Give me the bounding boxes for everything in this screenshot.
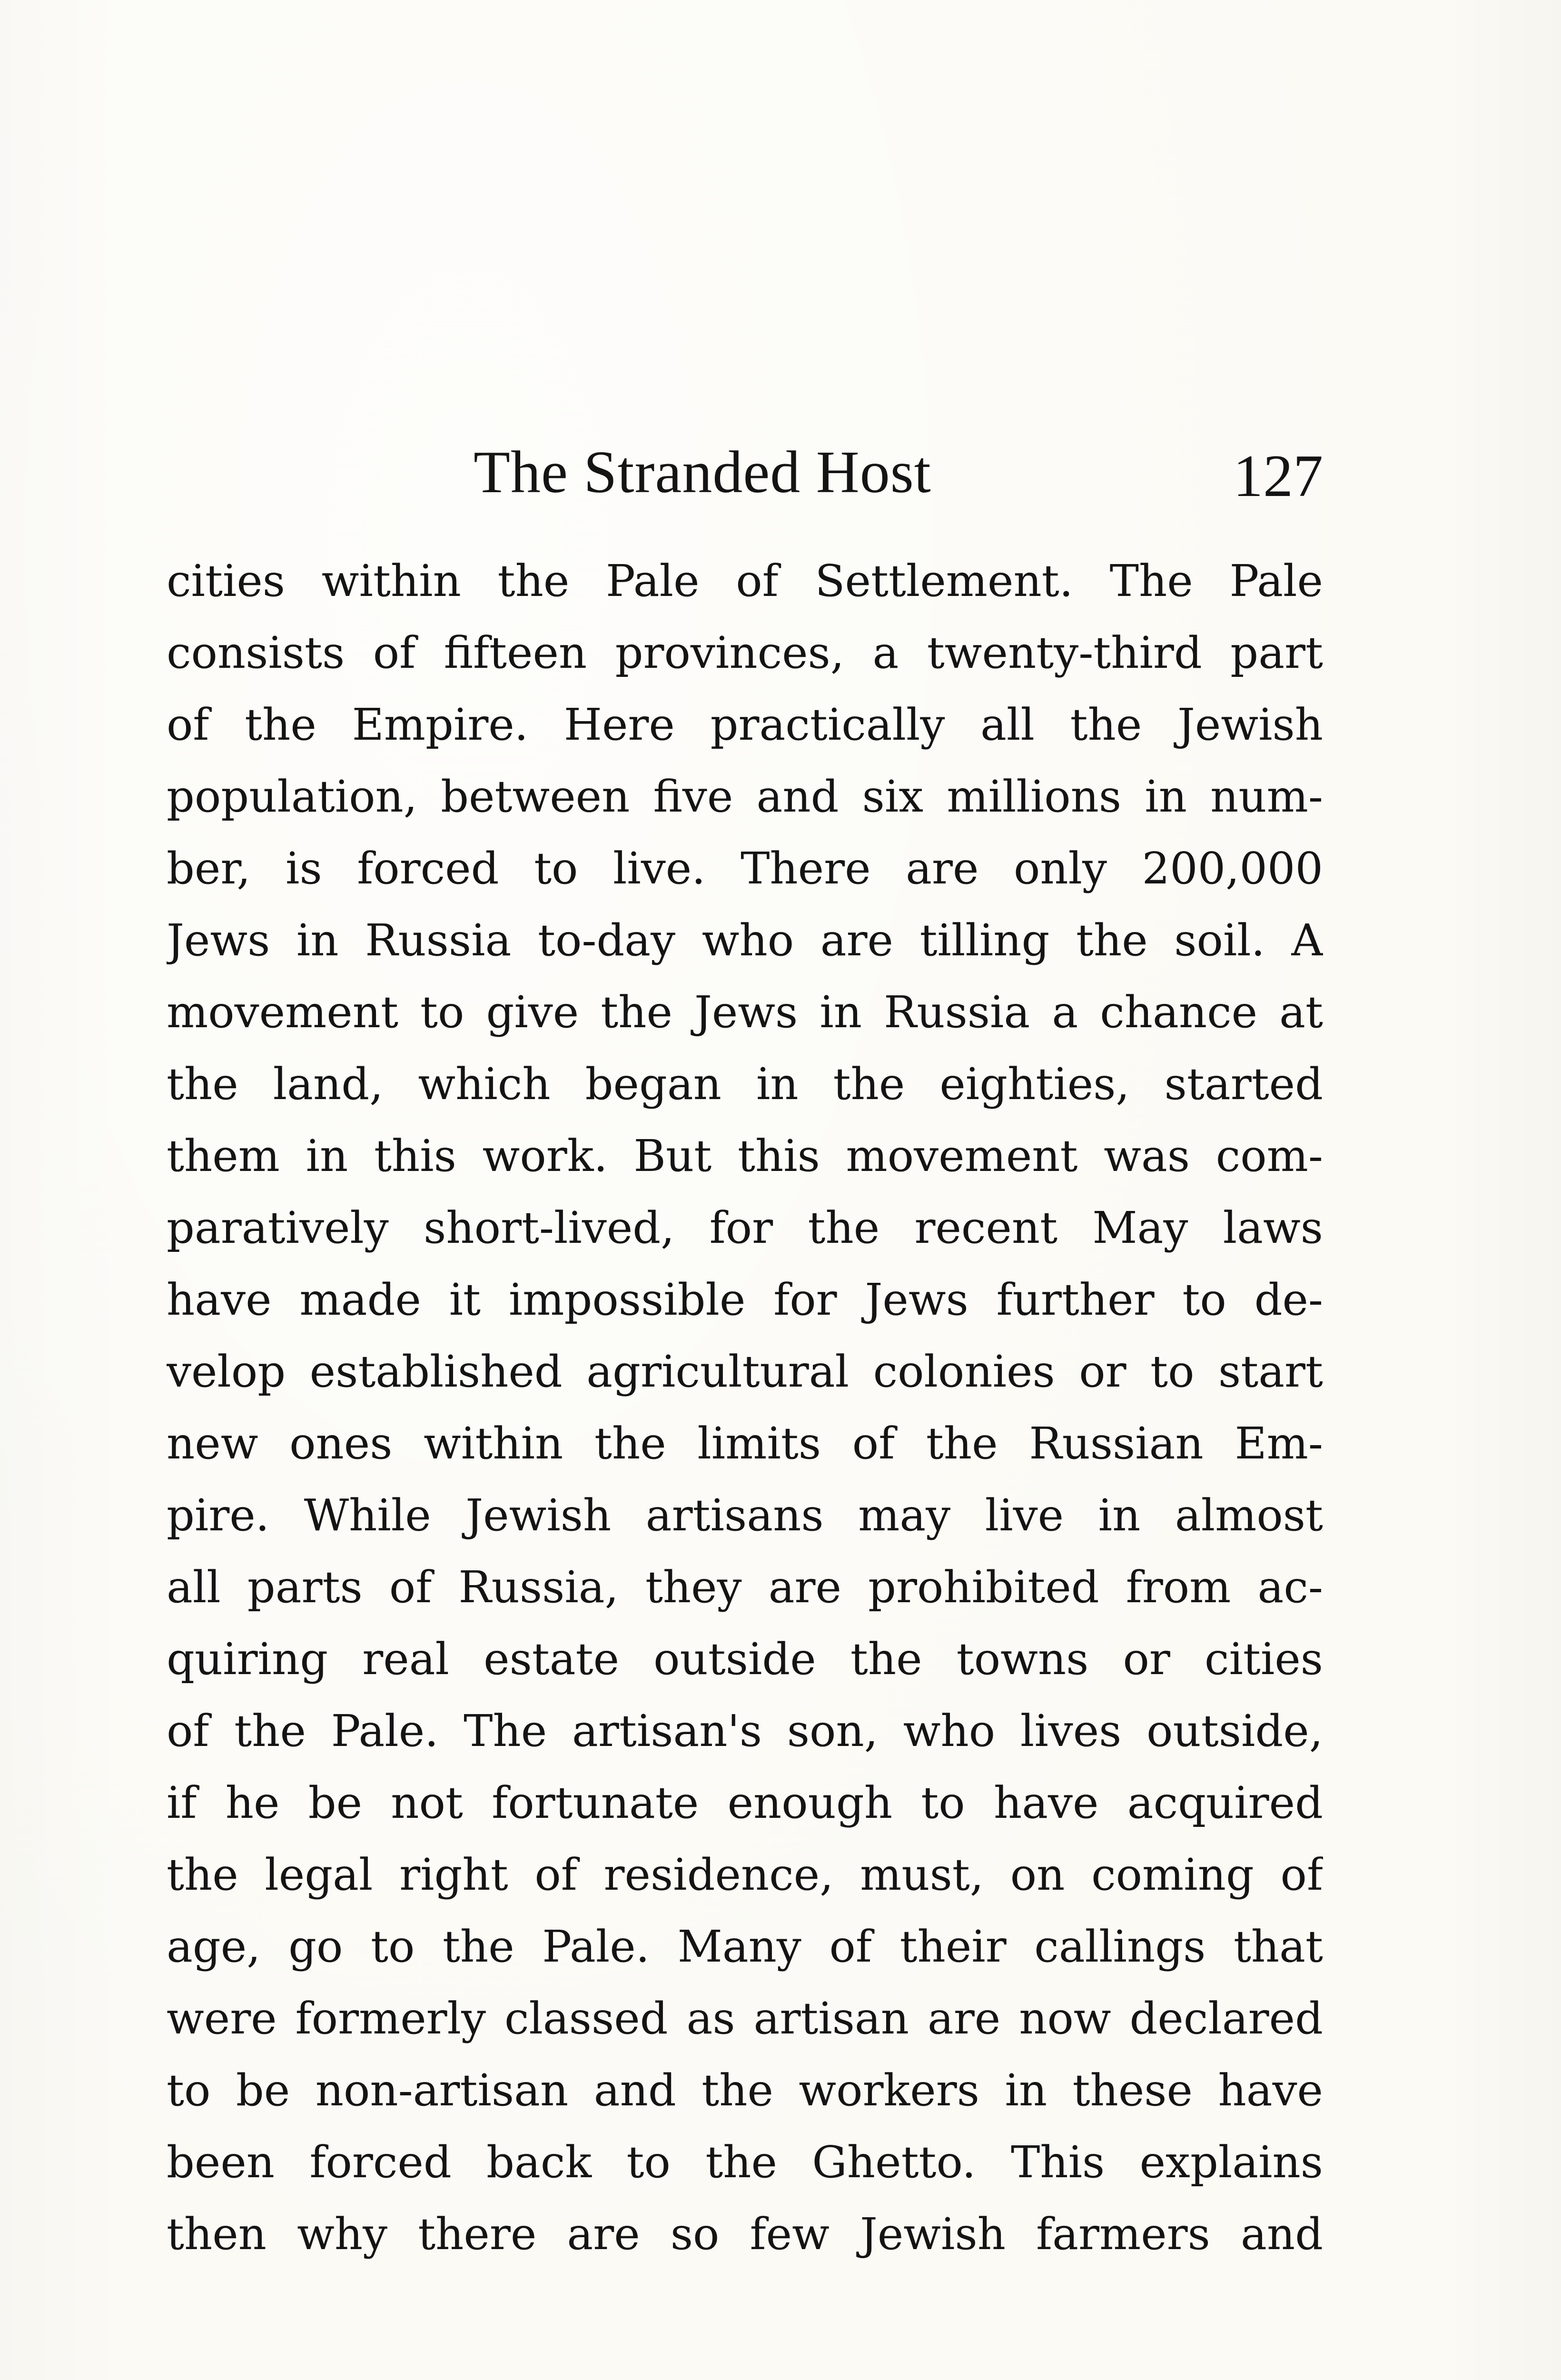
body-text [167, 545, 1323, 2270]
text-line: to be non-artisan and the workers in these have [167, 2065, 1323, 2116]
text-line: then why there are so few Jewish farmers and [167, 2209, 1323, 2260]
text-line: of the Empire. Here practically all the Jewish [167, 699, 1323, 750]
text-line: cities within the Pale of Settlement. The Pale [167, 555, 1323, 606]
text-line: the legal right of residence, must, on coming of [167, 1849, 1323, 1900]
text-line: velop established agricultural colonies or to start [167, 1346, 1323, 1397]
text-line: new ones within the limits of the Russian Em- [167, 1418, 1323, 1469]
page-number: 127 [1233, 443, 1323, 509]
text-line: movement to give the Jews in Russia a chance at [167, 987, 1323, 1038]
running-title: The Stranded Host [474, 439, 931, 506]
text-line: age, go to the Pale. Many of their callings that [167, 1921, 1323, 1972]
text-line: the land, which began in the eighties, started [167, 1059, 1323, 1110]
text-line: them in this work. But this movement was com- [167, 1130, 1323, 1181]
text-line: paratively short-lived, for the recent May laws [167, 1202, 1323, 1253]
text-line: consists of fifteen provinces, a twenty-third part [167, 627, 1323, 678]
text-line: all parts of Russia, they are prohibited from ac- [167, 1562, 1323, 1613]
text-line: population, between five and six millions in num- [167, 771, 1323, 822]
text-line: were formerly classed as artisan are now declared [167, 1993, 1323, 2044]
text-line: ber, is forced to live. There are only 200,000 [167, 843, 1323, 894]
page-header [167, 437, 1323, 508]
text-line: pire. While Jewish artisans may live in almost [167, 1490, 1323, 1541]
text-line: if he be not fortunate enough to have acquired [167, 1777, 1323, 1828]
text-line: Jews in Russia to-day who are tilling the soil. A [167, 915, 1323, 966]
text-line: quiring real estate outside the towns or cities [167, 1634, 1323, 1685]
text-line: have made it impossible for Jews further to de- [167, 1274, 1323, 1325]
text-line: of the Pale. The artisan's son, who lives outside, [167, 1706, 1323, 1756]
text-line: been forced back to the Ghetto. This explains [167, 2137, 1323, 2188]
